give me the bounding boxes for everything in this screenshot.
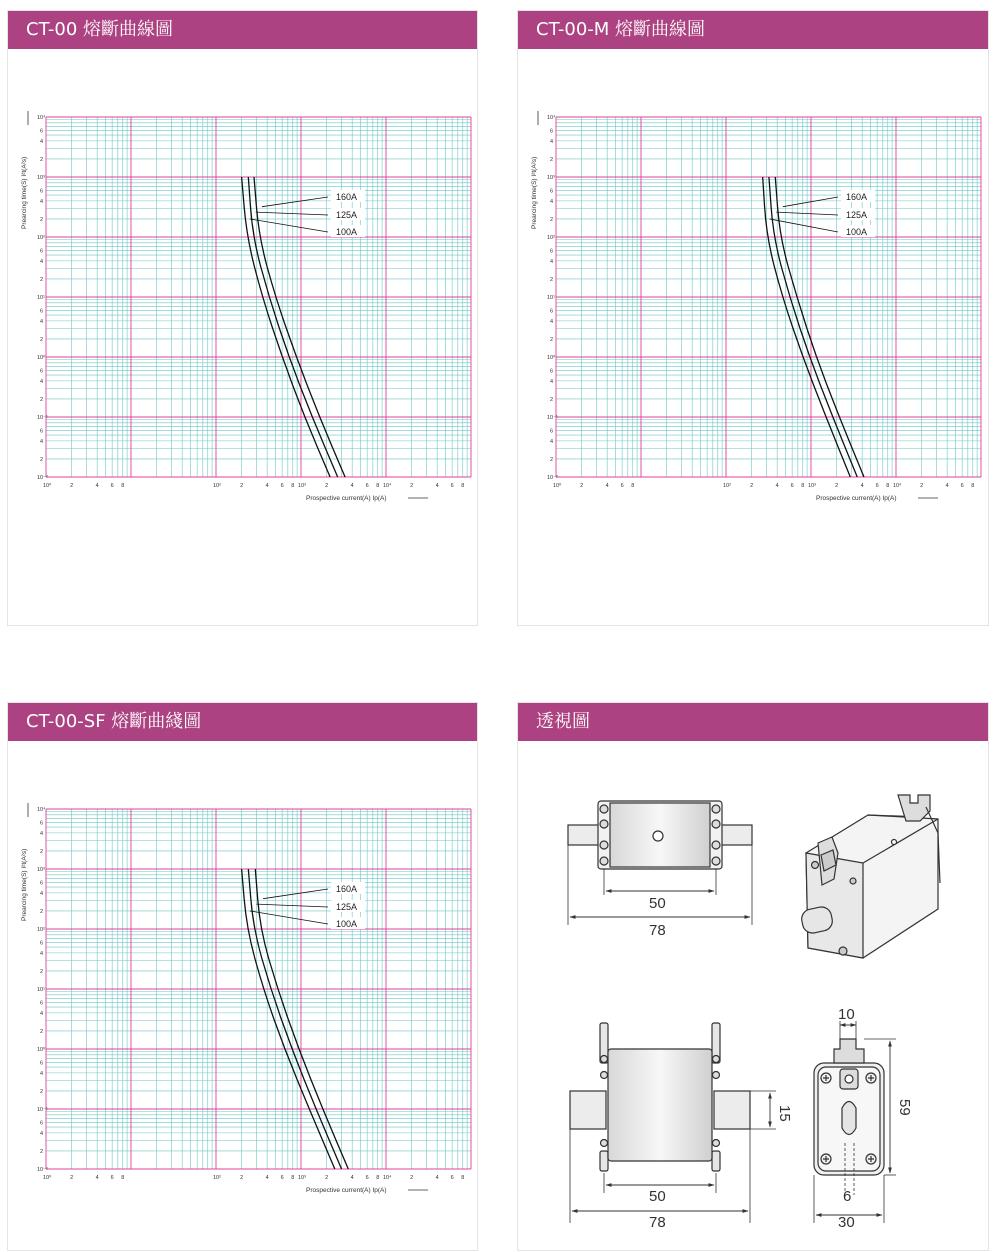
x-tick-label: 2 — [240, 1175, 244, 1181]
y-axis-label: Prearcing time(S) I²t(A²s) — [21, 848, 28, 921]
y-tick-label: 10³ — [37, 867, 45, 873]
x-tick-label: 6 — [960, 483, 964, 489]
curve-160A — [775, 177, 864, 477]
dim-top-inner: 50 — [649, 1188, 666, 1205]
fuse-curve-chart-ct00 — [8, 11, 479, 521]
x-tick-label: 10⁰ — [43, 483, 52, 489]
dim-side-tab: 10 — [838, 1006, 855, 1023]
x-tick-label: 6 — [110, 1175, 114, 1181]
y-tick-label: 10¹ — [37, 987, 45, 993]
leader-line — [250, 911, 328, 924]
x-tick-label: 8 — [376, 483, 380, 489]
curve-125A — [248, 869, 341, 1169]
x-tick-label: 2 — [835, 483, 839, 489]
y-tick-label: 4 — [40, 830, 44, 837]
dim-side-slot: 6 — [843, 1188, 852, 1205]
chart-grid — [556, 117, 981, 477]
x-tick-label: 4 — [945, 483, 949, 489]
top-view-drawing — [570, 1023, 776, 1223]
dim-side-width: 30 — [838, 1214, 855, 1231]
y-tick-label: 2 — [40, 1148, 44, 1155]
chart-grid — [46, 809, 471, 1169]
side-view-drawing — [814, 1021, 896, 1223]
dim-front-outer: 78 — [649, 922, 666, 939]
y-tick-label: 2 — [40, 848, 44, 855]
y-tick-label: 10³ — [547, 175, 555, 181]
x-tick-label: 6 — [450, 1175, 454, 1181]
y-tick-label: 2 — [550, 336, 554, 343]
panel-title: CT-00-SF 熔斷曲綫圖 — [8, 703, 477, 741]
y-tick-label: 2 — [40, 1088, 44, 1095]
x-tick-label: 4 — [605, 483, 609, 489]
x-tick-label: 2 — [240, 483, 244, 489]
x-tick-label: 8 — [801, 483, 805, 489]
y-tick-label: 10⁻² — [37, 1167, 48, 1173]
y-tick-label: 2 — [40, 276, 44, 283]
x-axis-label: Prospective current(A) Ip(A) — [306, 495, 387, 502]
y-tick-label: 6 — [40, 940, 44, 947]
y-tick-label: 6 — [40, 188, 44, 195]
x-tick-label: 6 — [280, 483, 284, 489]
y-tick-label: 2 — [550, 276, 554, 283]
y-tick-label: 2 — [550, 396, 554, 403]
y-tick-label: 4 — [40, 890, 44, 897]
y-tick-label: 2 — [40, 968, 44, 975]
x-tick-label: 8 — [291, 483, 295, 489]
x-tick-label: 2 — [410, 1175, 414, 1181]
leader-line — [250, 219, 328, 232]
x-tick-label: 6 — [365, 1175, 369, 1181]
y-tick-label: 4 — [40, 1130, 44, 1137]
x-tick-label: 6 — [620, 483, 624, 489]
y-tick-label: 2 — [550, 156, 554, 163]
x-tick-label: 10⁴ — [383, 483, 392, 489]
x-tick-label: 10³ — [808, 483, 816, 489]
y-tick-label: 6 — [550, 128, 554, 135]
x-tick-label: 2 — [70, 483, 74, 489]
y-tick-label: 10⁴ — [547, 115, 556, 121]
x-tick-label: 10² — [723, 483, 731, 489]
y-tick-label: 6 — [550, 428, 554, 435]
x-axis-label: Prospective current(A) Ip(A) — [306, 1187, 387, 1194]
fuse-curve-chart-ct00sf — [8, 703, 479, 1203]
dim-top-height: 15 — [776, 1105, 793, 1122]
chart-panel-ct00 — [7, 10, 478, 626]
dim-side-height: 59 — [896, 1099, 913, 1116]
curve-label: 125A — [336, 210, 358, 220]
y-tick-label: 2 — [40, 908, 44, 915]
y-tick-label: 10⁴ — [37, 115, 46, 121]
x-tick-label: 4 — [350, 483, 354, 489]
y-tick-label: 4 — [550, 258, 554, 265]
y-tick-label: 10⁻¹ — [547, 415, 558, 421]
y-tick-label: 4 — [40, 1010, 44, 1017]
y-tick-label: 2 — [550, 216, 554, 223]
x-tick-label: 6 — [365, 483, 369, 489]
y-tick-label: 10⁻¹ — [37, 1107, 48, 1113]
x-tick-label: 8 — [886, 483, 890, 489]
y-tick-label: 10⁰ — [37, 1047, 46, 1053]
x-tick-label: 2 — [325, 483, 329, 489]
y-tick-label: 6 — [550, 308, 554, 315]
curve-125A — [769, 177, 857, 477]
y-tick-label: 4 — [40, 1070, 44, 1077]
x-tick-label: 8 — [376, 1175, 380, 1181]
x-tick-label: 4 — [265, 1175, 269, 1181]
x-tick-label: 10³ — [298, 483, 306, 489]
x-tick-label: 10² — [213, 483, 221, 489]
x-tick-label: 6 — [280, 1175, 284, 1181]
y-tick-label: 6 — [40, 308, 44, 315]
y-tick-label: 10⁰ — [547, 355, 556, 361]
y-tick-label: 10¹ — [37, 295, 45, 301]
y-tick-label: 2 — [40, 396, 44, 403]
x-tick-label: 8 — [461, 483, 465, 489]
y-tick-label: 2 — [550, 456, 554, 463]
y-tick-label: 6 — [40, 248, 44, 255]
x-tick-label: 2 — [750, 483, 754, 489]
x-tick-label: 6 — [110, 483, 114, 489]
curve-label: 100A — [846, 227, 868, 237]
y-axis-label: Prearcing time(S) I²t(A²s) — [531, 156, 538, 229]
y-axis-label: Prearcing time(S) I²t(A²s) — [21, 156, 28, 229]
y-tick-label: 6 — [40, 820, 44, 827]
panel-title: 透視圖 — [518, 703, 988, 741]
curve-label: 125A — [846, 210, 868, 220]
isometric-view-drawing — [800, 795, 940, 958]
curve-label: 160A — [846, 192, 868, 202]
x-tick-label: 8 — [971, 483, 975, 489]
x-tick-label: 4 — [350, 1175, 354, 1181]
leader-line — [256, 212, 328, 215]
y-tick-label: 4 — [550, 138, 554, 145]
y-tick-label: 4 — [40, 318, 44, 325]
x-tick-label: 6 — [450, 483, 454, 489]
x-tick-label: 10³ — [298, 1175, 306, 1181]
y-tick-label: 10⁴ — [37, 807, 46, 813]
fuse-curve-chart-ct00m — [518, 11, 990, 521]
y-tick-label: 2 — [40, 216, 44, 223]
y-tick-label: 10³ — [37, 175, 45, 181]
x-tick-label: 6 — [875, 483, 879, 489]
x-tick-label: 4 — [435, 483, 439, 489]
curve-label: 100A — [336, 919, 358, 929]
y-tick-label: 10² — [37, 235, 45, 241]
y-tick-label: 4 — [40, 438, 44, 445]
x-tick-label: 2 — [70, 1175, 74, 1181]
x-tick-label: 2 — [920, 483, 924, 489]
chart-grid — [46, 117, 471, 477]
curve-label: 125A — [336, 902, 358, 912]
y-tick-label: 6 — [40, 368, 44, 375]
y-tick-label: 4 — [40, 198, 44, 205]
x-tick-label: 8 — [461, 1175, 465, 1181]
y-tick-label: 10⁻² — [547, 475, 558, 481]
x-axis-label: Prospective current(A) Ip(A) — [816, 495, 897, 502]
x-tick-label: 10⁰ — [553, 483, 562, 489]
y-tick-label: 4 — [550, 438, 554, 445]
x-tick-label: 6 — [790, 483, 794, 489]
y-tick-label: 4 — [40, 950, 44, 957]
y-tick-label: 6 — [550, 368, 554, 375]
y-tick-label: 10¹ — [547, 295, 555, 301]
y-tick-label: 6 — [40, 1120, 44, 1127]
x-tick-label: 8 — [121, 483, 125, 489]
y-tick-label: 4 — [550, 198, 554, 205]
y-tick-label: 10² — [547, 235, 555, 241]
x-tick-label: 10⁴ — [383, 1175, 392, 1181]
y-tick-label: 4 — [550, 318, 554, 325]
y-tick-label: 6 — [40, 1000, 44, 1007]
curve-label: 100A — [336, 227, 358, 237]
y-tick-label: 2 — [40, 1028, 44, 1035]
fuse-dimension-drawings — [518, 703, 990, 1252]
leader-line — [783, 197, 838, 207]
x-tick-label: 4 — [95, 483, 99, 489]
chart-panel-ct00sf — [7, 702, 478, 1251]
x-tick-label: 10⁰ — [43, 1175, 52, 1181]
y-tick-label: 4 — [40, 138, 44, 145]
y-tick-label: 6 — [40, 880, 44, 887]
y-tick-label: 6 — [550, 248, 554, 255]
y-tick-label: 10⁰ — [37, 355, 46, 361]
x-tick-label: 4 — [775, 483, 779, 489]
perspective-panel — [517, 702, 989, 1251]
y-tick-label: 6 — [550, 188, 554, 195]
x-tick-label: 4 — [265, 483, 269, 489]
leader-line — [262, 197, 328, 207]
y-tick-label: 4 — [550, 378, 554, 385]
x-tick-label: 4 — [95, 1175, 99, 1181]
y-tick-label: 6 — [40, 428, 44, 435]
x-tick-label: 8 — [631, 483, 635, 489]
x-tick-label: 2 — [325, 1175, 329, 1181]
x-tick-label: 10⁴ — [893, 483, 902, 489]
x-tick-label: 8 — [121, 1175, 125, 1181]
y-tick-label: 4 — [40, 258, 44, 265]
y-tick-label: 4 — [40, 378, 44, 385]
curve-label: 160A — [336, 192, 358, 202]
panel-title: CT-00-M 熔斷曲線圖 — [518, 11, 988, 49]
y-tick-label: 6 — [40, 1060, 44, 1067]
dim-front-inner: 50 — [649, 895, 666, 912]
panel-title: CT-00 熔斷曲線圖 — [8, 11, 477, 49]
y-tick-label: 10⁻² — [37, 475, 48, 481]
y-tick-label: 6 — [40, 128, 44, 135]
x-tick-label: 4 — [435, 1175, 439, 1181]
dim-top-outer: 78 — [649, 1214, 666, 1231]
y-tick-label: 2 — [40, 456, 44, 463]
x-tick-label: 8 — [291, 1175, 295, 1181]
x-tick-label: 4 — [860, 483, 864, 489]
y-tick-label: 10⁻¹ — [37, 415, 48, 421]
x-tick-label: 10² — [213, 1175, 221, 1181]
y-tick-label: 2 — [40, 156, 44, 163]
y-tick-label: 10² — [37, 927, 45, 933]
curve-label: 160A — [336, 884, 358, 894]
x-tick-label: 2 — [410, 483, 414, 489]
chart-panel-ct00m — [517, 10, 989, 626]
y-tick-label: 2 — [40, 336, 44, 343]
x-tick-label: 2 — [580, 483, 584, 489]
leader-line — [263, 889, 328, 899]
